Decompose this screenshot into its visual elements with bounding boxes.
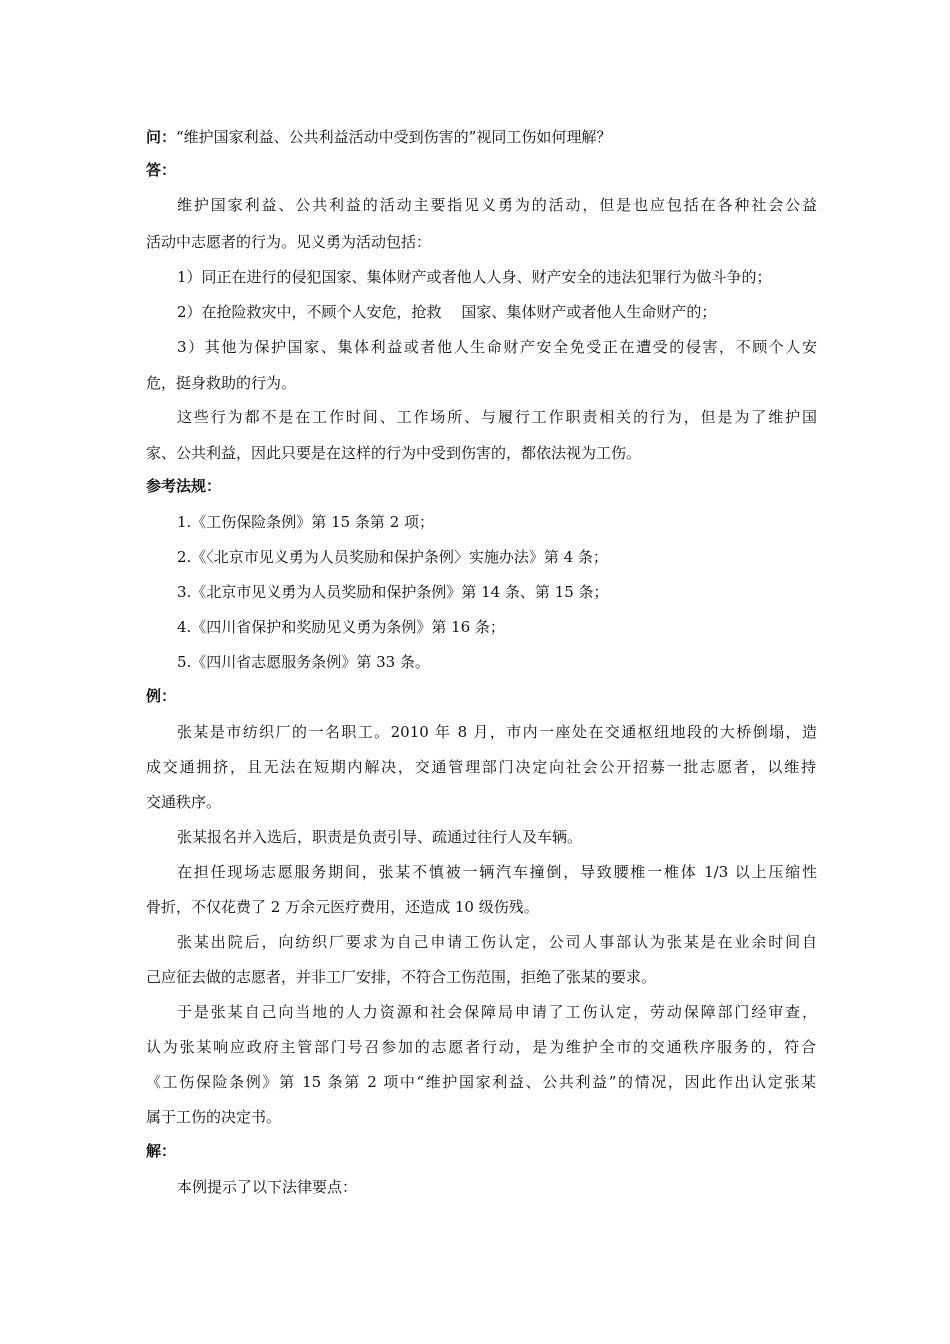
example-paragraph-1-line-2: 成交通拥挤，且无法在短期内解决，交通管理部门决定向社会公开招募一批志愿者，以维持 [146, 758, 816, 776]
answer-paragraph-2-line-2: 家、公共利益，因此只要是在这样的行为中受到伤害的，都依法视为工伤。 [146, 444, 642, 462]
answer-label: 答： [146, 161, 177, 179]
example-paragraph-4-line-1: 张某出院后，向纺织厂要求为自己申请工伤认定，公司人事部认为张某是在业余时间自 [177, 933, 817, 951]
reference-item: 3.《北京市见义勇为人员奖励和保护条例》第 14 条、第 15 条； [177, 583, 609, 601]
example-paragraph-5-line-2: 认为张某响应政府主管部门号召参加的志愿者行动，是为维护全市的交通秩序服务的，符合 [146, 1038, 816, 1056]
example-paragraph-4-line-2: 己应征去做的志愿者，并非工厂安排，不符合工伤范围，拒绝了张某的要求。 [146, 968, 657, 986]
example-paragraph-3-line-1: 在担任现场志愿服务期间，张某不慎被一辆汽车撞倒，导致腰椎一椎体 1/3 以上压缩性 [177, 863, 817, 881]
answer-paragraph-1-line-2: 活动中志愿者的行为。见义勇为活动包括： [146, 233, 432, 251]
example-paragraph-1-line-3: 交通秩序。 [146, 793, 222, 811]
answer-item-3-line-2: 危，挺身救助的行为。 [146, 374, 297, 392]
answer-paragraph-2-line-1: 这些行为都不是在工作时间、工作场所、与履行工作职责相关的行为，但是为了维护国 [177, 408, 817, 426]
example-paragraph-3-line-2: 骨折，不仅花费了 2 万余元医疗费用，还造成 10 级伤残。 [146, 898, 539, 916]
analysis-label: 解： [146, 1142, 177, 1160]
reference-item: 2.《〈北京市见义勇为人员奖励和保护条例〉实施办法》第 4 条； [177, 548, 608, 566]
answer-paragraph-1-line-1: 维护国家利益、公共利益的活动主要指见义勇为的活动，但是也应包括在各种社会公益 [177, 196, 817, 214]
example-paragraph-5-line-4: 属于工伤的决定书。 [146, 1108, 282, 1126]
example-paragraph-5-line-3: 《工伤保险条例》第 15 条第 2 项中“维护国家利益、公共利益”的情况，因此作出认定张某 [146, 1073, 816, 1091]
example-paragraph-5-line-1: 于是张某自己向当地的人力资源和社会保障局申请了工伤认定，劳动保障部门经审查， [177, 1003, 817, 1021]
references-label: 参考法规： [146, 477, 222, 495]
analysis-paragraph-1: 本例提示了以下法律要点： [177, 1178, 358, 1196]
example-paragraph-2: 张某报名并入选后，职责是负责引导、疏通过往行人及车辆。 [177, 828, 583, 846]
answer-item-2: 2）在抢险救灾中，不顾个人安危，抢救 国家、集体财产或者他人生命财产的； [177, 303, 717, 321]
question-line [146, 127, 816, 147]
reference-item: 5.《四川省志愿服务条例》第 33 条。 [177, 653, 430, 671]
example-paragraph-1-line-1: 张某是市纺织厂的一名职工。2010 年 8 月，市内一座处在交通枢纽地段的大桥倒塌，造 [177, 723, 817, 741]
reference-item: 1.《工伤保险条例》第 15 条第 2 项； [177, 513, 435, 531]
example-label: 例： [146, 687, 177, 705]
reference-item: 4.《四川省保护和奖励见义勇为条例》第 16 条； [177, 618, 505, 636]
question-label: 问： [146, 128, 177, 146]
answer-item-1: 1）同正在进行的侵犯国家、集体财产或者他人人身、财产安全的违法犯罪行为做斗争的； [177, 268, 772, 286]
question-text: “维护国家利益、公共利益活动中受到伤害的”视同工伤如何理解？ [176, 128, 612, 146]
answer-item-3-line-1: 3）其他为保护国家、集体利益或者他人生命财产安全免受正在遭受的侵害，不顾个人安 [177, 338, 817, 356]
